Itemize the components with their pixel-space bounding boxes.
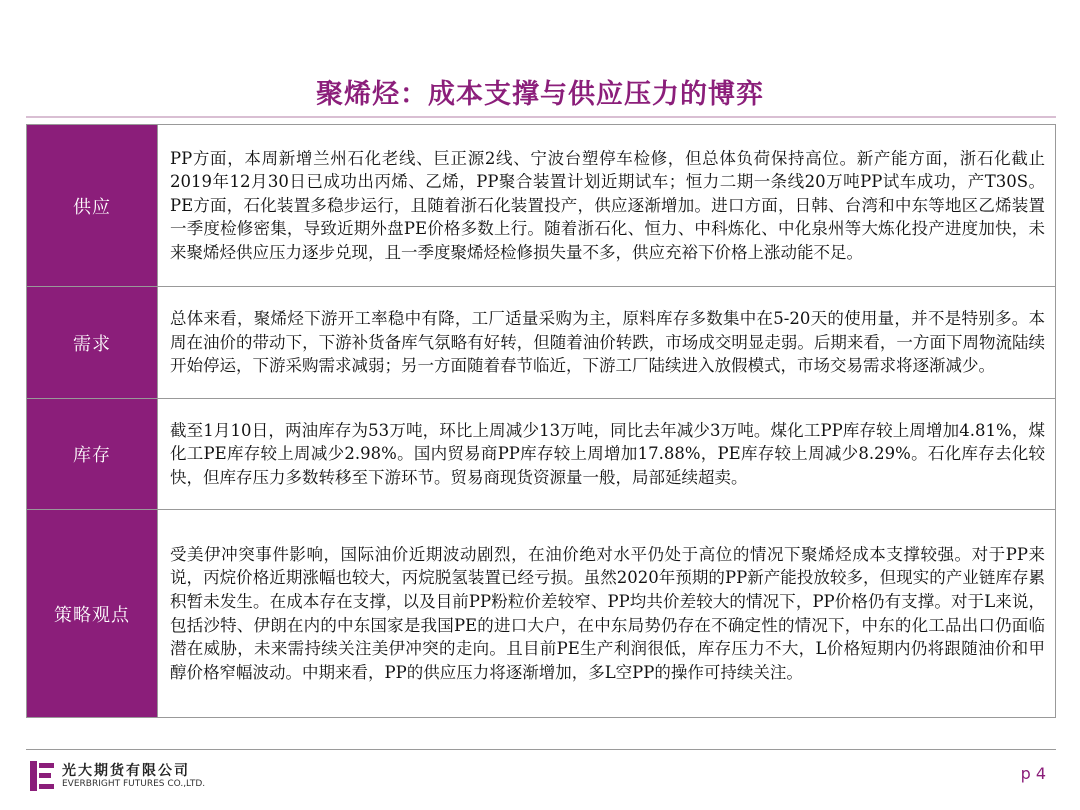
page-title: 聚烯烃：成本支撑与供应压力的博弈 [316,79,764,110]
table-row [27,287,1056,399]
row-text-strategy: 受美伊冲突事件影响，国际油价近期波动剧烈，在油价绝对水平仍处于高位的情况下聚烯烃成本支撑较强。对于PP来说，丙烷价格近期涨幅也较大，丙烷脱氢装置已经亏损。虽然2020年预期的PP新产能投放较多，但现实的产业链库存累积暂未发生。在成本存在支撑，以及目前PP粉粒价差较窄、PP均共价差较大的情况下，PP价格仍有支撑。对于L来说，包括沙特、伊朗在内的中东国家是我国PE的进口大户，在中东局势仍存在不确定性的情况下，中东的化工品出口仍面临潜在威胁，未来需持续关注美伊冲突的走向。且目前PE生产利润很低，库存压力不大，L价格短期内仍将跟随油价和甲醇价格窄幅波动。中期来看，PP的供应压力将逐渐增加，多L空PP的操作可持续关注。 [158,510,1056,718]
analysis-table [26,124,1056,718]
row-text-inventory: 截至1月10日，两油库存为53万吨，环比上周减少13万吨，同比去年减少3万吨。煤化工PP库存较上周增加4.81%，煤化工PE库存较上周减少2.98%。国内贸易商PP库存较上周增加17.88%，PE库存较上周减少8.29%。石化库存去化较快，但库存压力多数转移至下游环节。贸易商现货资源量一般，局部延续超卖。 [158,399,1056,510]
row-label-demand: 需求 [27,287,158,399]
table-row [27,125,1056,287]
row-label-strategy: 策略观点 [27,510,158,718]
everbright-logo-icon [30,761,56,791]
row-text-demand: 总体来看，聚烯烃下游开工率稳中有降，工厂适量采购为主，原料库存多数集中在5-20天的使用量，并不是特别多。本周在油价的带动下，下游补货备库气氛略有好转，但随着油价转跌，市场成交明显走弱。后期来看，一方面下周物流陆续开始停运，下游采购需求减弱；另一方面随着春节临近，下游工厂陆续进入放假模式，市场交易需求将逐渐减少。 [158,287,1056,399]
page-number: p 4 [1020,764,1046,783]
row-text-supply: PP方面，本周新增兰州石化老线、巨正源2线、宁波台塑停车检修，但总体负荷保持高位。新产能方面，浙石化截止2019年12月30日已成功出丙烯、乙烯，PP聚合装置计划近期试车；恒力二期一条线20万吨PP试车成功，产T30S。PE方面，石化装置多稳步运行，且随着浙石化装置投产，供应逐渐增加。进口方面，日韩、台湾和中东等地区乙烯装置一季度检修密集，导致近期外盘PE价格多数上行。随着浙石化、恒力、中科炼化、中化泉州等大炼化投产进度加快，未来聚烯烃供应压力逐步兑现，且一季度聚烯烃检修损失量不多，供应充裕下价格上涨动能不足。 [158,125,1056,287]
table-row [27,399,1056,510]
table-row [27,510,1056,718]
company-logo [30,759,230,793]
row-label-inventory: 库存 [27,399,158,510]
company-name-cn: 光大期货有限公司 [62,763,190,779]
footer-divider [26,749,1056,750]
company-name-en: EVERBRIGHT FUTURES CO.,LTD. [62,779,206,789]
row-label-supply: 供应 [27,125,158,287]
title-divider [26,116,1056,118]
